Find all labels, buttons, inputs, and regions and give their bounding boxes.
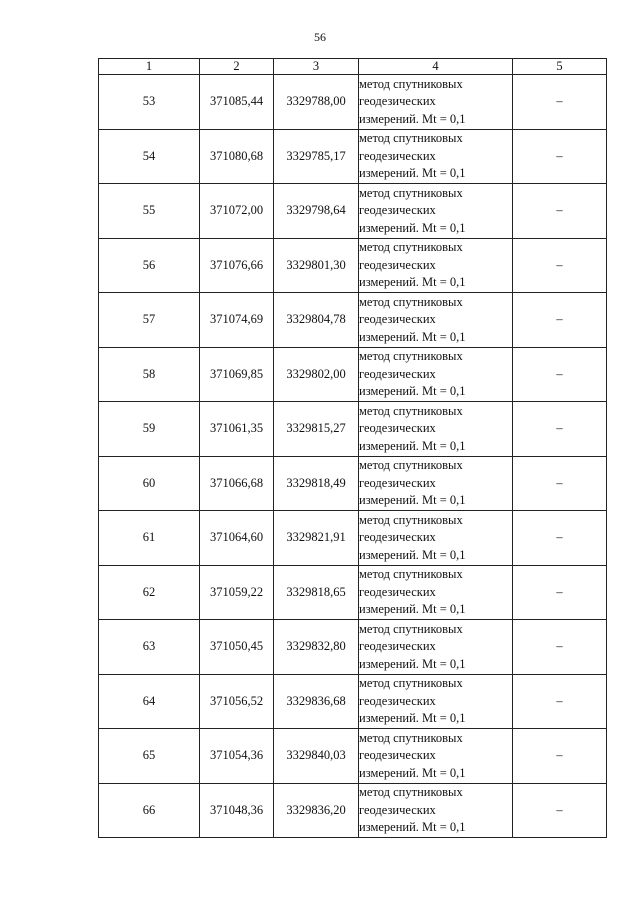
- method-line-1: метод спутниковых: [359, 730, 463, 745]
- coordinate-y: 3329801,30: [274, 238, 359, 293]
- coordinate-y: 3329788,00: [274, 75, 359, 130]
- method-line-3: измерений. Mt = 0,1: [359, 384, 466, 398]
- method-description: [359, 75, 513, 130]
- table-row: [99, 238, 607, 293]
- note-dash: –: [513, 729, 607, 784]
- table-row: [99, 456, 607, 511]
- method-line-3: измерений. Mt = 0,1: [359, 438, 466, 453]
- method-line-1: метод спутниковых: [359, 458, 463, 472]
- point-number: 63: [99, 620, 200, 675]
- method-line-1: метод спутниковых: [359, 676, 463, 690]
- point-number: 58: [99, 347, 200, 402]
- method-line-3: измерений. Mt = 0,1: [359, 820, 466, 834]
- table-row: [99, 674, 607, 729]
- method-line-2: геодезических: [359, 748, 436, 762]
- table-row: [99, 565, 607, 620]
- method-line-3: измерений. Mt = 0,1: [359, 111, 466, 126]
- coordinate-x: 371066,68: [200, 456, 274, 511]
- method-line-3: измерений. Mt = 0,1: [359, 656, 466, 671]
- column-header-5: 5: [513, 59, 607, 75]
- note-dash: –: [513, 129, 607, 184]
- table-body: [99, 75, 607, 838]
- coordinate-y: 3329836,68: [274, 674, 359, 729]
- coordinate-x: 371080,68: [200, 129, 274, 184]
- note-dash: –: [513, 238, 607, 293]
- table-row: [99, 402, 607, 457]
- coordinate-x: 371050,45: [200, 620, 274, 675]
- coordinate-x: 371072,00: [200, 184, 274, 239]
- column-header-1: 1: [99, 59, 200, 75]
- point-number: 54: [99, 129, 200, 184]
- method-line-1: метод спутниковых: [359, 76, 463, 91]
- point-number: 56: [99, 238, 200, 293]
- coordinate-x: 371054,36: [200, 729, 274, 784]
- coordinate-x: 371056,52: [200, 674, 274, 729]
- coordinate-x: 371074,69: [200, 293, 274, 348]
- coordinate-y: 3329840,03: [274, 729, 359, 784]
- method-line-1: метод спутниковых: [359, 240, 463, 254]
- coordinate-y: 3329818,65: [274, 565, 359, 620]
- coordinate-x: 371064,60: [200, 511, 274, 566]
- method-line-1: метод спутниковых: [359, 512, 463, 527]
- coordinates-table: [98, 58, 607, 838]
- table-header-row: [99, 59, 607, 75]
- method-line-2: геодезических: [359, 94, 436, 108]
- method-line-3: измерений. Mt = 0,1: [359, 329, 466, 344]
- method-description: [359, 511, 513, 566]
- method-line-2: геодезических: [359, 312, 436, 326]
- table-row: [99, 783, 607, 838]
- note-dash: –: [513, 674, 607, 729]
- table-row: [99, 347, 607, 402]
- method-line-2: геодезических: [359, 366, 436, 381]
- coordinate-x: 371048,36: [200, 783, 274, 838]
- method-description: [359, 729, 513, 784]
- note-dash: –: [513, 511, 607, 566]
- method-line-2: геодезических: [359, 693, 436, 708]
- method-line-2: геодезических: [359, 530, 436, 544]
- method-line-3: измерений. Mt = 0,1: [359, 220, 466, 235]
- method-line-2: геодезических: [359, 639, 436, 653]
- method-line-1: метод спутниковых: [359, 349, 463, 363]
- point-number: 66: [99, 783, 200, 838]
- method-description: [359, 347, 513, 402]
- table-row: [99, 620, 607, 675]
- method-description: [359, 565, 513, 620]
- method-line-1: метод спутниковых: [359, 294, 463, 309]
- method-description: [359, 129, 513, 184]
- method-line-1: метод спутниковых: [359, 185, 463, 200]
- note-dash: –: [513, 293, 607, 348]
- note-dash: –: [513, 783, 607, 838]
- method-description: [359, 620, 513, 675]
- point-number: 62: [99, 565, 200, 620]
- point-number: 55: [99, 184, 200, 239]
- method-description: [359, 783, 513, 838]
- note-dash: –: [513, 184, 607, 239]
- method-line-1: метод спутниковых: [359, 403, 463, 418]
- table-row: [99, 75, 607, 130]
- point-number: 65: [99, 729, 200, 784]
- method-line-1: метод спутниковых: [359, 621, 463, 636]
- coordinate-x: 371069,85: [200, 347, 274, 402]
- method-line-2: геодезических: [359, 203, 436, 217]
- point-number: 59: [99, 402, 200, 457]
- coordinate-y: 3329798,64: [274, 184, 359, 239]
- coordinate-y: 3329802,00: [274, 347, 359, 402]
- table-row: [99, 184, 607, 239]
- note-dash: –: [513, 75, 607, 130]
- method-description: [359, 402, 513, 457]
- point-number: 61: [99, 511, 200, 566]
- method-line-3: измерений. Mt = 0,1: [359, 602, 466, 616]
- column-header-3: 3: [274, 59, 359, 75]
- point-number: 64: [99, 674, 200, 729]
- coordinate-x: 371076,66: [200, 238, 274, 293]
- coordinate-y: 3329821,91: [274, 511, 359, 566]
- method-line-2: геодезических: [359, 148, 436, 163]
- coordinate-y: 3329818,49: [274, 456, 359, 511]
- method-line-3: измерений. Mt = 0,1: [359, 493, 466, 507]
- method-line-2: геодезических: [359, 802, 436, 817]
- method-description: [359, 456, 513, 511]
- method-line-3: измерений. Mt = 0,1: [359, 166, 466, 180]
- coordinate-y: 3329836,20: [274, 783, 359, 838]
- coordinate-x: 371059,22: [200, 565, 274, 620]
- method-line-1: метод спутниковых: [359, 131, 463, 145]
- point-number: 57: [99, 293, 200, 348]
- note-dash: –: [513, 402, 607, 457]
- coordinate-y: 3329832,80: [274, 620, 359, 675]
- table-row: [99, 129, 607, 184]
- coordinate-x: 371061,35: [200, 402, 274, 457]
- method-line-2: геодезических: [359, 584, 436, 599]
- method-description: [359, 293, 513, 348]
- page-number: 56: [314, 30, 326, 44]
- method-description: [359, 238, 513, 293]
- method-description: [359, 184, 513, 239]
- table-row: [99, 729, 607, 784]
- coordinate-x: 371085,44: [200, 75, 274, 130]
- coordinate-y: 3329815,27: [274, 402, 359, 457]
- column-header-4: 4: [359, 59, 513, 75]
- table-row: [99, 293, 607, 348]
- coordinate-y: 3329804,78: [274, 293, 359, 348]
- column-header-2: 2: [200, 59, 274, 75]
- method-description: [359, 674, 513, 729]
- note-dash: –: [513, 347, 607, 402]
- method-line-3: измерений. Mt = 0,1: [359, 765, 466, 780]
- method-line-1: метод спутниковых: [359, 567, 463, 581]
- method-line-2: геодезических: [359, 421, 436, 435]
- method-line-3: измерений. Mt = 0,1: [359, 547, 466, 562]
- note-dash: –: [513, 620, 607, 675]
- method-line-3: измерений. Mt = 0,1: [359, 275, 466, 289]
- point-number: 60: [99, 456, 200, 511]
- method-line-2: геодезических: [359, 475, 436, 490]
- point-number: 53: [99, 75, 200, 130]
- note-dash: –: [513, 456, 607, 511]
- note-dash: –: [513, 565, 607, 620]
- coordinate-y: 3329785,17: [274, 129, 359, 184]
- method-line-3: измерений. Mt = 0,1: [359, 711, 466, 725]
- method-line-2: геодезических: [359, 257, 436, 272]
- method-line-1: метод спутниковых: [359, 785, 463, 799]
- table-row: [99, 511, 607, 566]
